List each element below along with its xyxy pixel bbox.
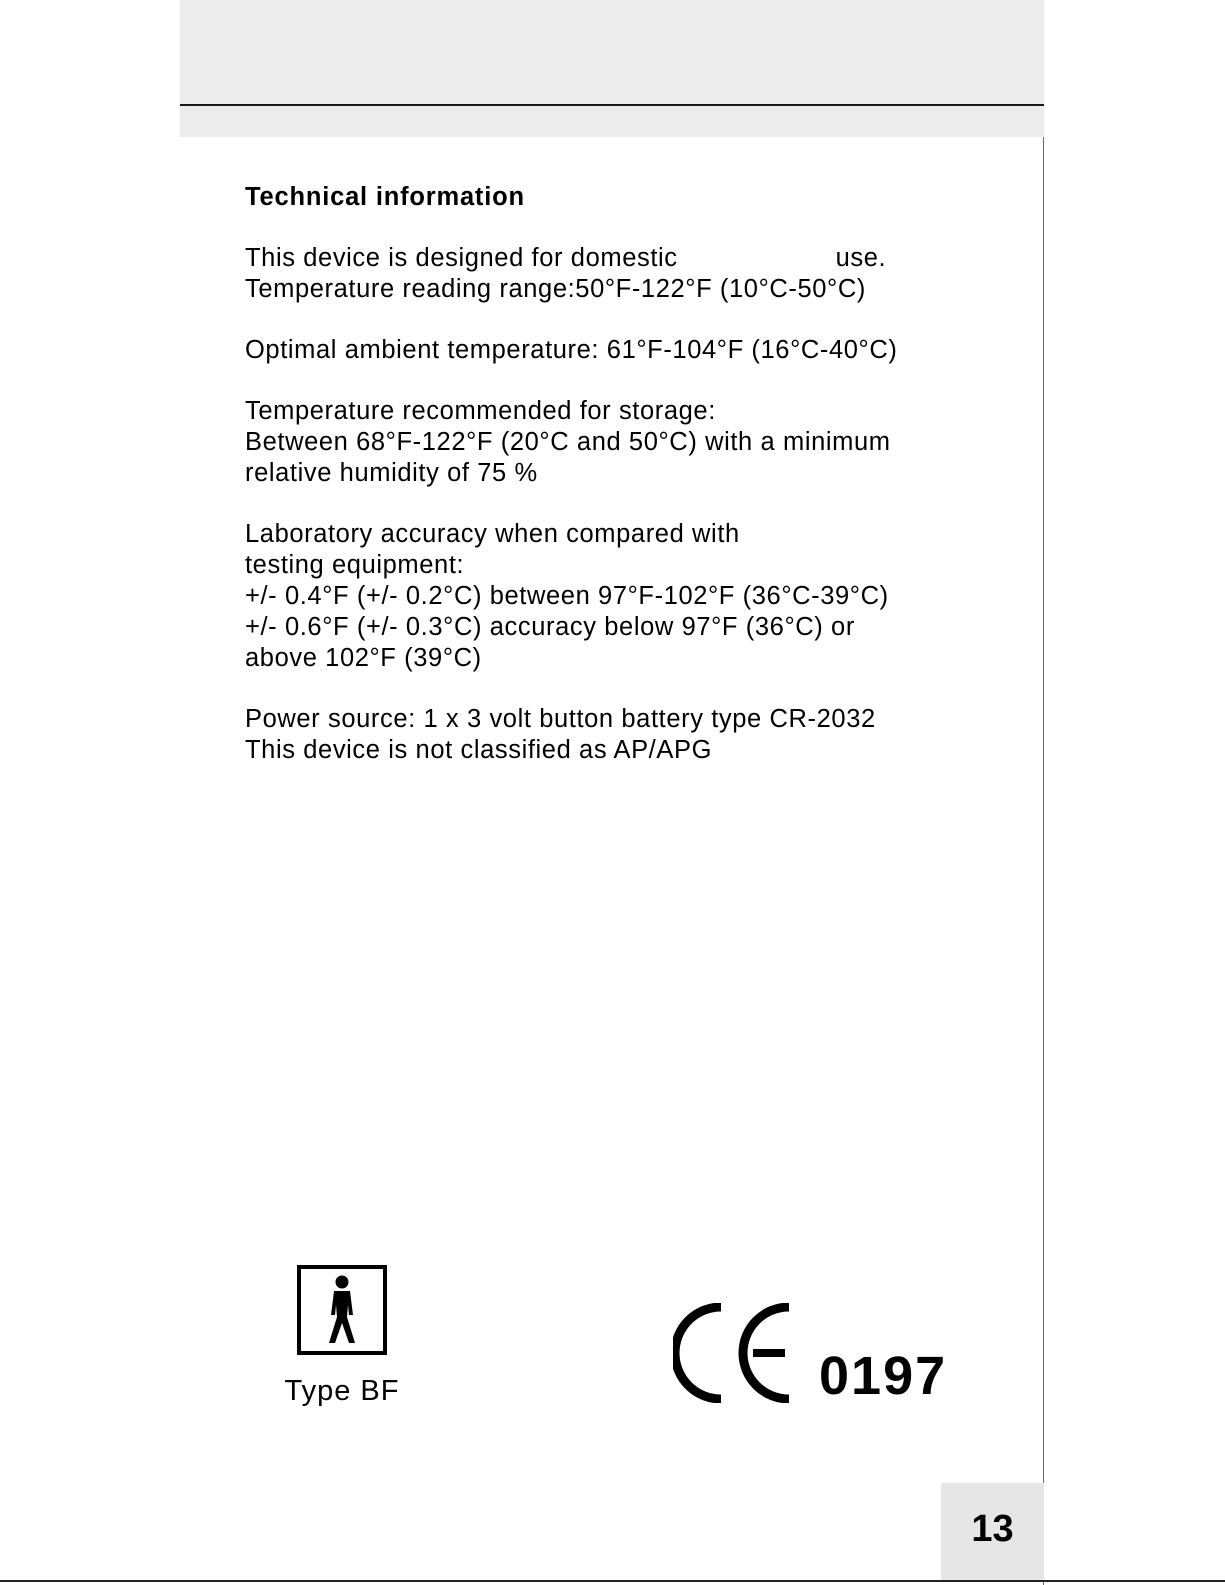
header-band	[180, 0, 1044, 137]
type-bf-symbol	[277, 1265, 407, 1408]
text-line: relative humidity of 75 %	[245, 459, 538, 487]
text-line: Optimal ambient temperature: 61°F-104°F (16°C-40°C)	[245, 336, 898, 364]
notified-body-number: 0197	[819, 1346, 948, 1406]
text-line: above 102°F (39°C)	[245, 644, 482, 672]
text-line: +/- 0.6°F (+/- 0.3°C) accuracy below 97°F (36°C) or	[245, 613, 855, 641]
paragraph-power	[245, 704, 985, 766]
page-number-box	[941, 1483, 1044, 1580]
paragraph-usage	[245, 243, 985, 305]
text-line: Between 68°F-122°F (20°C and 50°C) with a minimum	[245, 428, 891, 456]
ce-mark	[673, 1303, 963, 1413]
paragraph-ambient	[245, 335, 985, 366]
ce-mark-icon	[673, 1303, 803, 1403]
text-line: This device is not classified as AP/APG	[245, 736, 713, 764]
text-line: Temperature recommended for storage:	[245, 397, 716, 425]
text-line: Temperature reading range:50°F-122°F (10°C-50°C)	[245, 275, 866, 303]
footer-divider	[0, 1580, 1225, 1582]
section-title: Technical information	[245, 183, 525, 211]
text-line: Laboratory accuracy when compared with	[245, 520, 740, 548]
text-line: This device is designed for domestic use.	[245, 244, 887, 272]
technical-info-section	[245, 182, 985, 796]
header-divider	[180, 104, 1044, 106]
page-number: 13	[971, 1508, 1014, 1550]
text-line: Power source: 1 x 3 volt button battery type CR-2032	[245, 705, 876, 733]
type-bf-label: Type BF	[284, 1375, 400, 1407]
text-line: +/- 0.4°F (+/- 0.2°C) between 97°F-102°F (36°C-39°C)	[245, 582, 889, 610]
paragraph-storage	[245, 396, 985, 489]
page-edge-line	[1043, 137, 1044, 1585]
type-bf-person-icon	[297, 1265, 387, 1355]
paragraph-accuracy	[245, 519, 985, 674]
text-line: testing equipment:	[245, 551, 465, 579]
